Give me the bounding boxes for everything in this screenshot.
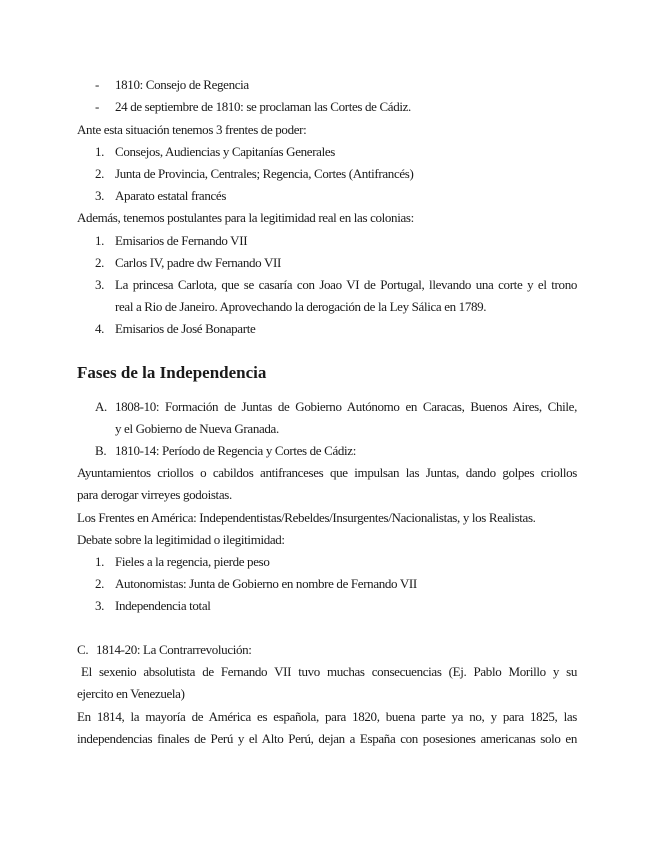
list-item: Consejos, Audiencias y Capitanías Generales [115,144,335,159]
paragraph-ayuntamientos: Ayuntamientos criollos o cabildos antifranceses que impulsan las Juntas, dando golpes criollos [77,465,577,480]
list-item: 1808-10: Formación de Juntas de Gobierno Autónomo en Caracas, Buenos Aires, Chile, [115,399,577,414]
list-number: 1. [95,233,105,248]
list-letter: A. [95,399,107,414]
list-number: 3. [95,277,105,292]
list-number: 4. [95,321,105,336]
list-number: 1. [95,144,105,159]
list-item-continuation: y el Gobierno de Nueva Granada. [115,421,279,436]
paragraph-sexenio-continuation: ejercito en Venezuela) [77,686,185,701]
list-number: 1. [95,554,105,569]
list-item: 1814-20: La Contrarrevolución: [96,642,252,657]
section-heading: Fases de la Independencia [77,363,267,382]
paragraph-final: En 1814, la mayoría de América es española, para 1820, buena parte ya no, y para 1825, las [77,709,577,724]
list-number: 3. [95,188,105,203]
paragraph-postulantes-intro: Además, tenemos postulantes para la legitimidad real en las colonias: [77,210,414,225]
list-item: Emisarios de Fernando VII [115,233,248,248]
list-number: 2. [95,255,105,270]
list-item: Fieles a la regencia, pierde peso [115,554,270,569]
paragraph-sexenio: El sexenio absolutista de Fernando VII tuvo muchas consecuencias (Ej. Pablo Morillo y su [81,664,577,679]
paragraph-final-continuation: independencias finales de Perú y el Alto Perú, dejan a España con posesiones americanas solo en [77,731,577,746]
list-item: 1810: Consejo de Regencia [115,77,249,92]
list-number: 2. [95,166,105,181]
list-number: 2. [95,576,105,591]
list-item: 1810-14: Período de Regencia y Cortes de Cádiz: [115,443,356,458]
list-item: Emisarios de José Bonaparte [115,321,256,336]
list-letter: B. [95,443,107,458]
paragraph-frentes-intro: Ante esta situación tenemos 3 frentes de poder: [77,122,307,137]
list-item: Junta de Provincia, Centrales; Regencia, Cortes (Antifrancés) [115,166,414,181]
paragraph-ayuntamientos-continuation: para derogar virreyes godoistas. [77,487,232,502]
dash-marker: - [95,99,99,114]
list-letter: C. [77,642,89,657]
paragraph-frentes-america: Los Frentes en América: Independentistas/Rebeldes/Insurgentes/Nacionalistas, y los Realistas. [77,510,536,525]
dash-marker: - [95,77,99,92]
list-item: Autonomistas: Junta de Gobierno en nombre de Fernando VII [115,576,417,591]
paragraph-debate: Debate sobre la legitimidad o ilegitimidad: [77,532,285,547]
list-item: 24 de septiembre de 1810: se proclaman las Cortes de Cádiz. [115,99,411,114]
list-item: Carlos IV, padre dw Fernando VII [115,255,281,270]
list-item: Aparato estatal francés [115,188,227,203]
list-item-continuation: real a Rio de Janeiro. Aprovechando la derogación de la Ley Sálica en 1789. [115,299,487,314]
list-item: Independencia total [115,598,211,613]
list-number: 3. [95,598,105,613]
list-item: La princesa Carlota, que se casaría con Joao VI de Portugal, llevando una corte y el trono [115,277,577,292]
